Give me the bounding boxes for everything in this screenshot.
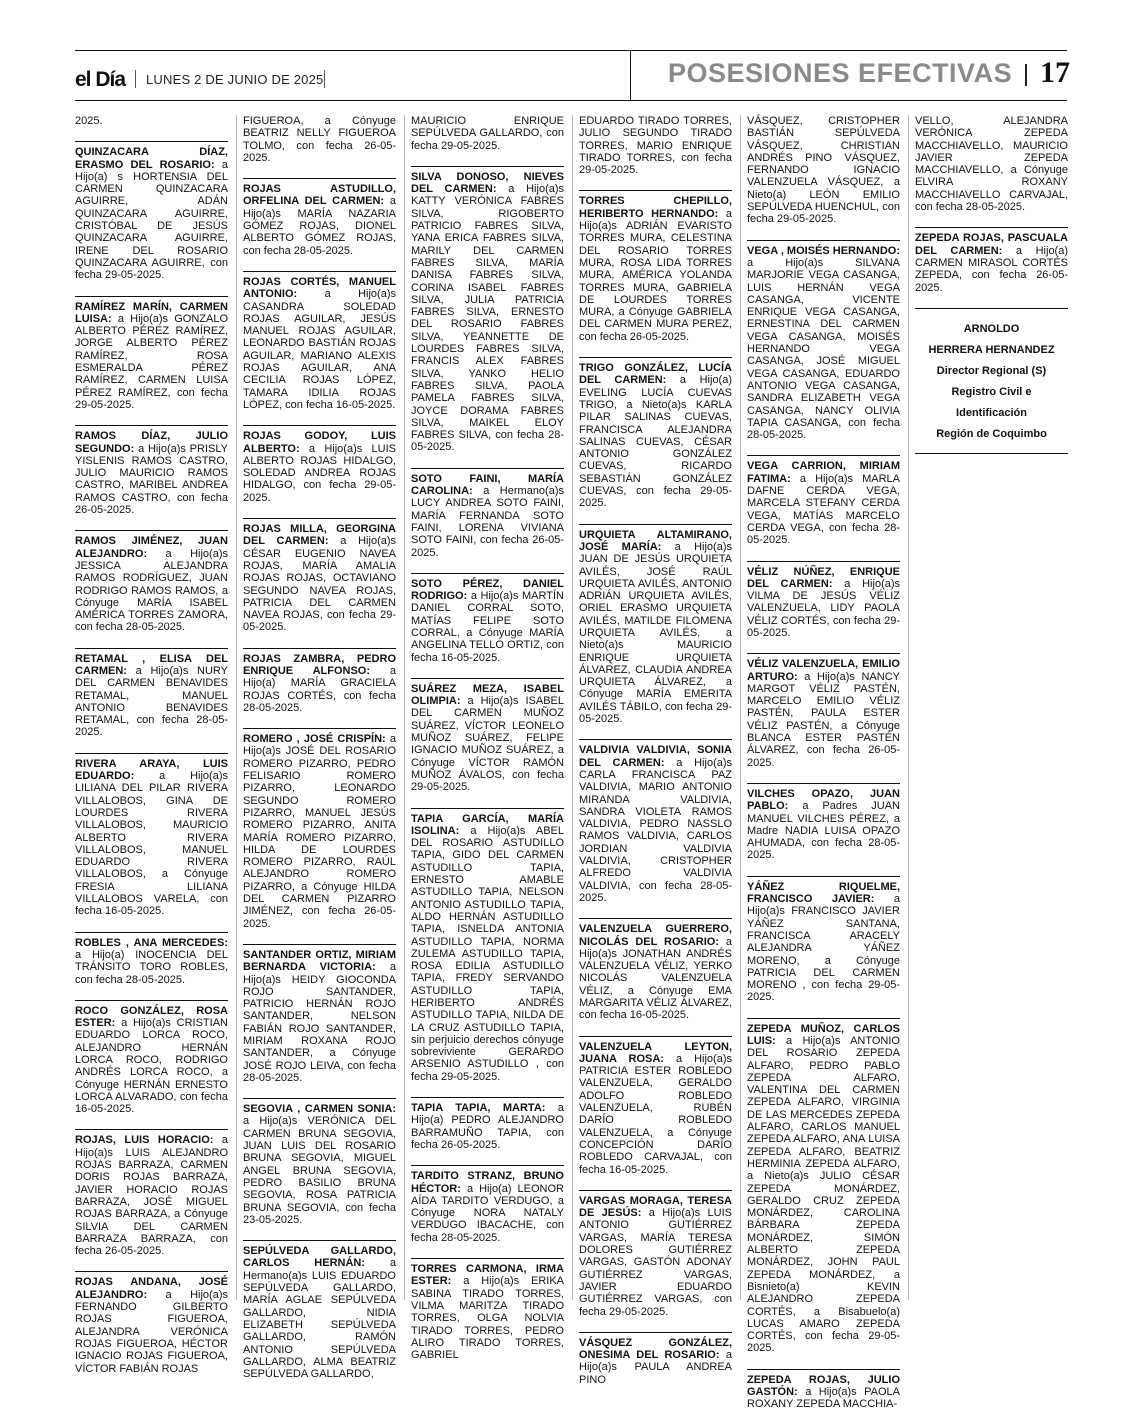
- notice-entry: [75, 115, 228, 127]
- notice-text: a Hijo(a)s LUIS ALBERTO ROJAS HIDALGO, SOLEDAD ANDREA ROJAS HIDALGO, con fecha 29-05-2025.: [243, 442, 396, 504]
- notice-entry: [243, 648, 396, 714]
- signature-line: Registro Civil e Identificación: [951, 385, 1032, 419]
- notice-entry: [579, 524, 732, 726]
- signature-line: HERRERA HERNANDEZ: [928, 343, 1055, 356]
- notice-entry: [579, 115, 732, 176]
- notice-text: a Hijo(a)s PRISLY YISLENIS RAMOS CASTRO, JULIO MAURICIO RAMOS CASTRO, MARIBEL ANDREA RAMOS CASTRO, con fecha 26-05-2025.: [75, 442, 228, 517]
- notice-entry: [243, 425, 396, 504]
- notice-text: a Hijo(a)s LUIS ANTONIO GUTIÉRREZ VARGAS, MARÍA TERESA DOLORES GUTIÉRREZ VARGAS, GASTÓN ADONAY GUTIÉRREZ VARGAS, JAVIER EDUARDO GUTIÉRREZ VARGAS, con fecha 29-05-2025.: [579, 1207, 733, 1318]
- notice-entry: [747, 876, 900, 1004]
- notice-text: a Hijo(a)s MARÍA NAZARIA GÓMEZ ROJAS, DIONEL ALBERTO GÓMEZ ROJAS, con fecha 28-05-2025.: [243, 195, 396, 257]
- column-rule: [908, 115, 909, 1300]
- column-6: [915, 115, 1068, 1300]
- notice-entry: [411, 573, 564, 664]
- notice-entry: [75, 1129, 228, 1257]
- deceased-name: ZEPEDA ROJAS, PASCUALA DEL CARMEN:: [915, 232, 1068, 257]
- notice-entry: [579, 357, 732, 510]
- notice-entry: [411, 1097, 564, 1151]
- deceased-name: SEPÚLVEDA GALLARDO, CARLOS HERNÁN:: [243, 1245, 396, 1270]
- deceased-name: SOTO PÉREZ, DANIEL RODRIGO:: [411, 577, 564, 603]
- deceased-name: ROJAS MILLA, GEORGINA DEL CARMEN:: [243, 523, 396, 548]
- notice-text: a Hijo(a)s ANTONIO DEL ROSARIO ZEPEDA ALFARO, PEDRO PABLO ZEPEDA ALFARO, VALENTINA DEL CARMEN ZEPEDA ALFARO, VIRGINIA DE LAS MERCEDES ZEPEDA ALFARO, CARLOS MANUEL ZEPEDA ALFARO, ANA LUISA ZEPEDA ALFARO, BEATRIZ HERMINIA ZEPEDA ALFARO, a Nieto(a)s JULIO CÉSAR ZEPEDA MONÁRDEZ, GERALDO CRUZ ZEPEDA MONÁRDEZ, CAROLINA BÁRBARA ZEPEDA MONÁRDEZ, SIMÓN ALBERTO ZEPEDA MONÁRDEZ, JOHN PAUL ZEPEDA MONÁRDEZ, a Bisnieto(a) KEVIN ALEJANDRO ZEPEDA CORTÉS, a Bisabuelo(a) LUCAS AMARO ZEPEDA CORTÉS, con fecha 29-05-2025.: [747, 1035, 900, 1355]
- notice-entry: [75, 648, 228, 739]
- notice-text: a Hijo(a)s FRANCISCO JAVIER YÁÑEZ SANTANA, FRANCISCA ARACELY ALEJANDRA YÁÑEZ MORENO, a Cónyuge PATRICIA DEL CARMEN MORENO , con fecha 29-05-2025.: [747, 893, 900, 1004]
- notice-text: a Hijo(a) LEONOR AÍDA TARDITO VERDUGO, a Cónyuge NORA NATALY VERDUGO IBACACHE, con fecha 28-05-2025.: [411, 1182, 564, 1244]
- header-separator: [1025, 64, 1027, 86]
- notice-entry: [75, 141, 228, 281]
- deceased-name: RIVERA ARAYA, LUIS EDUARDO:: [75, 757, 228, 783]
- notice-text: a Hijo(a)s NANCY MARGOT VÉLIZ PASTÉN, MARCELO EMILIO VÉLIZ PASTÉN, PAULA ESTER VÉLIZ PASTÉN, a Cónyuge BLANCA ESTER PASTÉN ÁLVAREZ, con fecha 26-05-2025.: [747, 670, 900, 769]
- column-rule: [236, 115, 237, 1300]
- deceased-name: VEGA , MOISÉS HERNANDO:: [747, 244, 900, 257]
- notice-text: a Hijo(a)s PAOLA ROXANY ZEPEDA MACCHIA-: [747, 1386, 900, 1411]
- notice-entry: [579, 918, 732, 1021]
- notice-text: a Hijo(a) EVELING LUCÍA CUEVAS TRIGO, a Nieto(a)s KARLA PILAR SALINAS CUEVAS, FRANCISCA ALEJANDRA SALINAS CUEVAS, CÉSAR ANTONIO GONZÁLEZ CUEVAS, RICARDO SEBASTIÁN GONZÁLEZ CUEVAS, con fecha 29-05-2025.: [579, 374, 733, 510]
- notice-text: a Hermano(a)s LUIS EDUARDO SEPÚLVEDA GALLARDO, MARÍA AGLAE SEPÚLVEDA GALLARDO, NIDIA ELIZABETH SEPÚLVEDA GALLARDO, RAMÓN ANTONIO SEPÚLVEDA GALLARDO, ALMA BEATRIZ SEPÚLVEDA GALLARDO,: [243, 1257, 396, 1381]
- deceased-name: TAPIA GARCÍA, MARÍA ISOLINA:: [411, 812, 564, 837]
- page-number: 17: [1040, 56, 1070, 89]
- notice-entry: [747, 455, 900, 546]
- notice-columns: [75, 115, 1069, 1411]
- deceased-name: TARDITO STRANZ, BRUNO HÉCTOR:: [411, 1170, 564, 1195]
- notice-entry: [411, 468, 564, 559]
- notice-entry: [243, 728, 396, 930]
- notice-entry: [243, 178, 396, 257]
- notice-text: a Hijo(a)s JOSÉ DEL ROSARIO ROMERO PIZARRO, PEDRO FELISARIO ROMERO PIZARRO, LEONARDO SEGUNDO ROMERO PIZARRO, MANUEL JESÚS ROMERO PIZARRO, ANITA MARÍA ROMERO PIZARRO, HILDA DE LOURDES ROMERO PIZARRO, RAÚL ALEJANDRO ROMERO PIZARRO, a Cónyuge HILDA DEL CARMEN PIZARRO JIMÉNEZ, con fecha 26-05-2025.: [243, 733, 396, 930]
- notice-entry: [75, 425, 228, 516]
- newspaper-logo: el Día: [75, 68, 126, 91]
- deceased-name: TORRES CARMONA, IRMA ESTER:: [411, 1263, 564, 1288]
- notice-entry: [411, 678, 564, 794]
- deceased-name: VALDIVIA VALDIVIA, SONIA DEL CARMEN:: [579, 744, 732, 769]
- notice-entry: [75, 753, 228, 918]
- deceased-name: VALENZUELA GUERRERO, NICOLÁS DEL ROSARIO:: [579, 923, 732, 948]
- deceased-name: ROJAS CORTÉS, MANUEL ANTONIO:: [243, 275, 396, 301]
- deceased-name: YÁÑEZ RIQUELME, FRANCISCO JAVIER:: [747, 880, 900, 906]
- notice-entry: [579, 739, 732, 904]
- deceased-name: ROJAS GODOY, LUIS ALBERTO:: [243, 430, 396, 455]
- notice-text: a Hijo(a)s CARLA FRANCISCA PAZ VALDIVIA, MARIO ANTONIO MIRANDA VALDIVIA, SANDRA VIOLETA RAMOS VALDIVIA, PEDRO NASSLO RAMOS VALDIVIA, CARLOS JORDIAN VALDIVIA VALDIVIA, CRISTOPHER ALFREDO VALDIVIA VALDIVIA, con fecha 28-05-2025.: [579, 756, 733, 904]
- notice-text: a Hijo(a)s ISABEL DEL CARMEN MUÑOZ SUÁREZ, VÍCTOR LEONELO MUÑOZ SUÁREZ, FELIPE IGNACIO MUÑOZ SUÁREZ, a Cónyuge VÍCTOR RAMÓN MUÑOZ ÁVALOS, con fecha 29-05-2025.: [411, 695, 564, 794]
- notice-text: a Hijo(a)s SILVANA MARJORIE VEGA CASANGA, LUIS HERNÁN VEGA CASANGA, VICENTE ENRIQUE VEGA CASANGA, ERNESTINA DEL CARMEN VEGA CASANGA, MOISÉS HERNANDO VEGA CASANGA, JOSÉ MIGUEL VEGA CASANGA, EDUARDO ANTONIO VEGA CASANGA, SANDRA ELIZABETH VEGA CASANGA, NANCY OLIVIA TAPIA CASANGA, con fecha 28-05-2025.: [747, 256, 900, 442]
- deceased-name: VÉLIZ VALENZUELA, EMILIO ARTURO:: [747, 658, 900, 683]
- notice-text: a Hijo(a)s JESSICA ALEJANDRA RAMOS RODRÍGUEZ, JUAN RODRIGO RAMOS RAMOS, a Cónyuge MARÍA ISABEL AMÉRICA TORRES ZAMORA, con fecha 28-05-2025.: [75, 547, 228, 634]
- deceased-name: SUÁREZ MEZA, ISABEL OLIMPIA:: [411, 682, 564, 708]
- deceased-name: SEGOVIA , CARMEN SONIA:: [243, 1103, 396, 1116]
- notice-text: a Hijo(a)s CÉSAR EUGENIO NAVEA ROJAS, MARÍA AMALIA ROJAS ROJAS, OCTAVIANO SEGUNDO NAVEA ROJAS, PATRICIA DEL CARMEN NAVEA ROJAS, con fecha 29-05-2025.: [243, 535, 397, 634]
- notice-text: a Hijo(a) INOCENCIA DEL TRÁNSITO TORO ROBLES, con fecha 28-05-2025.: [75, 948, 228, 986]
- deceased-name: SANTANDER ORTIZ, MIRIAM BERNARDA VICTORIA:: [243, 948, 396, 974]
- deceased-name: ROCO GONZÁLEZ, ROSA ESTER:: [75, 1004, 228, 1030]
- notice-text: a Hijo(a) s HORTENSIA DEL CARMEN QUINZACARA AGUIRRE, ADÁN QUINZACARA AGUIRRE, CRISTÓBAL DE JESÚS QUINZACARA AGUIRRE, IRENE DEL ROSARIO QUINZACARA AGUIRRE, con fecha 29-05-2025.: [75, 158, 228, 282]
- deceased-name: SILVA DONOSO, NIEVES DEL CARMEN:: [411, 170, 564, 196]
- deceased-name: VÉLIZ NÚÑEZ, ENRIQUE DEL CARMEN:: [747, 565, 900, 590]
- deceased-name: ROJAS ANDANA, JOSÉ ALEJANDRO:: [75, 1276, 228, 1301]
- column-3: [411, 115, 565, 1362]
- header-separator: [324, 70, 325, 88]
- column-4: [579, 115, 733, 1386]
- notice-text: VÁSQUEZ, CRISTOPHER BASTIÁN SEPÚLVEDA VÁSQUEZ, CHRISTIAN ANDRÉS PINO VÁSQUEZ, FERNANDO IGNACIO VALENZUELA VÁSQUEZ, a Nieto(a) LEÓN EMILIO SEPÚLVEDA HUENCHUL, con fecha 29-05-2025.: [747, 115, 900, 226]
- notice-text: a Hijo(a)s NURY DEL CARMEN BENAVIDES RETAMAL, MANUEL ANTONIO BENAVIDES RETAMAL, con fecha 28-05-2025.: [75, 664, 228, 739]
- notice-text: a Hijo(a)s ADRIÁN EVARISTO TORRES MURA, CELESTINA DEL ROSARIO TORRES MURA, ROSA LIDA TORRES MURA, AMÉRICA YOLANDA TORRES MURA, GABRIELA DE LOURDES TORRES MURA, a Cónyuge GABRIELA DEL CARMEN MURA PEREZ, con fecha 26-05-2025.: [579, 207, 732, 343]
- deceased-name: RAMOS DÍAZ, JULIO SEGUNDO:: [75, 430, 228, 455]
- notice-entry: [75, 1000, 228, 1116]
- notice-text: MAURICIO ENRIQUE SEPÚLVEDA GALLARDO, con fecha 29-05-2025.: [411, 115, 564, 152]
- notice-entry: [75, 530, 228, 633]
- notice-text: a Hermano(a)s LUCY ANDREA SOTO FAINI, MARÍA FERNANDA SOTO FAINI, LORENA VIVIANA SOTO FAINI, con fecha 26-05-2025.: [411, 485, 564, 559]
- deceased-name: ROJAS, LUIS HORACIO:: [75, 1134, 214, 1147]
- deceased-name: URQUIETA ALTAMIRANO, JOSÉ MARÍA:: [579, 528, 732, 553]
- notice-text: a Hijo(a)s ERIKA SABINA TIRADO TORRES, VILMA MARITZA TIRADO TORRES, OLGA NOLVIA TIRADO TORRES, PEDRO ALIRO TIRADO TORRES, GABRIEL: [411, 1275, 564, 1362]
- notice-entry: [915, 227, 1068, 293]
- notice-text: a Hijo(a) MARÍA GRACIELA ROJAS CORTÉS, con fecha 28-05-2025.: [243, 664, 396, 714]
- notice-text: 2025.: [75, 115, 103, 127]
- column-2: [243, 115, 397, 1381]
- deceased-name: ZEPEDA ROJAS, JULIO GASTÓN:: [747, 1373, 900, 1399]
- notice-entry: [243, 271, 396, 411]
- notice-entry: [915, 115, 1068, 213]
- notice-entry: [75, 1271, 228, 1374]
- signature-line: Región de Coquimbo: [936, 427, 1047, 440]
- notice-text: a Hijo(a)s PATRICIA ESTER ROBLEDO VALENZUELA, GERALDO ADOLFO ROBLEDO VALENZUELA, RUBÉN DARÍO ROBLEDO VALENZUELA, a Cónyuge CONCEPCIÓN DARÍO ROBLEDO CARVAJAL, con fecha 16-05-2025.: [579, 1052, 732, 1176]
- notice-entry: [747, 1369, 900, 1411]
- column-1: [75, 115, 228, 1375]
- notice-entry: [411, 166, 564, 454]
- deceased-name: QUINZACARA DÍAZ, ERASMO DEL ROSARIO:: [75, 146, 228, 171]
- notice-text: a Hijo(a)s JUAN DE JESÚS URQUIETA AVILÉS, JOSÉ RAÚL URQUIETA AVILÉS, ANTONIO ADRIÁN URQUIETA AVILÉS, ORIEL ERASMO URQUIETA AVILÉS, MATILDE FILOMENA URQUIETA AVILÉS, a Nieto(a)s MAURICIO ENRIQUE URQUIETA ÁLVAREZ, CLAUDIA ANDREA URQUIETA ÁLVAREZ, a Cónyuge MARÍA EMERITA AVILÉS TÁBILO, con fecha 29-05-2025.: [579, 540, 732, 726]
- deceased-name: RETAMAL , ELISA DEL CARMEN:: [75, 652, 228, 677]
- notice-entry: [747, 561, 900, 640]
- deceased-name: ROMERO , JOSÉ CRISPÍN:: [243, 733, 386, 746]
- notice-entry: [243, 518, 396, 634]
- column-rule: [740, 115, 741, 1300]
- column-rule: [404, 115, 405, 1300]
- deceased-name: RAMOS JIMÉNEZ, JUAN ALEJANDRO:: [75, 535, 228, 560]
- notice-text: a Hijo(a)s JONATHAN ANDRÉS VALENZUELA VÉLIZ, YERKO NICOLÁS VALENZUELA VÉLIZ, a Cónyuge EMA MARGARITA VÉLIZ ÁLVAREZ, con fecha 16-05-2025.: [579, 935, 732, 1022]
- notice-entry: [747, 783, 900, 862]
- publication-date: LUNES 2 DE JUNIO DE 2025: [146, 72, 324, 87]
- notice-text: a Hijo(a)s MARLA DAFNE CERDA VEGA, MARCELA STEFANY CERDA VEGA, MATÍAS MARCELO CERDA VEGA, con fecha 28-05-2025.: [747, 472, 900, 547]
- signature-block: [915, 308, 1068, 454]
- deceased-name: VALENZUELA LEYTON, JUANA ROSA:: [579, 1040, 732, 1065]
- notice-entry: [747, 1018, 900, 1355]
- notice-text: a Hijo(a)s FERNANDO GILBERTO ROJAS FIGUEROA, ALEJANDRA VERÓNICA ROJAS FIGUEROA, HÉCTOR IGNACIO ROJAS FIGUEROA, VÍCTOR FABIÁN ROJAS: [75, 1288, 228, 1375]
- deceased-name: ROJAS ZAMBRA, PEDRO ENRIQUE ALFONSO:: [243, 652, 396, 677]
- signature-line: Director Regional (S): [936, 364, 1047, 377]
- notice-entry: [747, 653, 900, 769]
- header-separator: [135, 70, 136, 88]
- deceased-name: TORRES CHEPILLO, HERIBERTO HERNANDO:: [579, 195, 732, 220]
- section-title: POSESIONES EFECTIVAS: [668, 58, 1013, 88]
- header-bottom-rule: [75, 100, 1067, 101]
- notice-entry: [579, 1190, 732, 1318]
- header-top-rule: [75, 50, 1067, 51]
- notice-text: a Hijo(a)s VILMA DE JESÚS VÉLIZ VALENZUELA, LIDY PAOLA VÉLIZ CORTÉS, con fecha 29-05-2025.: [747, 577, 901, 639]
- deceased-name: TAPIA TAPIA, MARTA:: [411, 1102, 546, 1115]
- deceased-name: VÁSQUEZ GONZÁLEZ, ONESIMA DEL ROSARIO:: [579, 1336, 732, 1362]
- deceased-name: VARGAS MORAGA, TERESA DE JESÚS:: [579, 1194, 732, 1220]
- notice-text: a Hijo(a)s KATTY VERÓNICA FABRES SILVA, RIGOBERTO PATRICIO FABRES SILVA, YANA ERICA FABRES SILVA, MARILY DEL CARMEN FABRES SILVA, MARÍA DANISA FABRES SILVA, CORINA ISABEL FABRES SILVA, JULIA PATRICIA FABRES SILVA, ERNESTO DEL ROSARIO FABRES SILVA, YEANNETTE DE LOURDES FABRES SILVA, FRANCIS ALEX FABRES SILVA, YANKO HELIO FABRES SILVA, PAOLA PAMELA FABRES SILVA, JOYCE DORAMA FABRES SILVA, MAIKEL ELOY FABRES SILVA, con fecha 28-05-2025.: [411, 183, 565, 454]
- notice-text: a Hijo(a)s GONZALO ALBERTO PÉREZ RAMÍREZ, JORGE ALBERTO PÉREZ RAMÍREZ, ROSA ESMERALDA PÉREZ RAMÍREZ, CARMEN LUISA PÉREZ RAMÍREZ, con fecha 29-05-2025.: [75, 312, 228, 411]
- notice-text: a Hijo(a)s MARTÍN DANIEL CORRAL SOTO, MATÍAS FELIPE SOTO CORRAL, a Cónyuge MARÍA ANGELINA TELLO ORTIZ, con fecha 16-05-2025.: [411, 590, 564, 664]
- deceased-name: TRIGO GONZÁLEZ, LUCÍA DEL CARMEN:: [579, 362, 732, 387]
- deceased-name: RAMÍREZ MARÍN, CARMEN LUISA:: [75, 300, 228, 325]
- notice-entry: [579, 1036, 732, 1176]
- notice-text: a Hijo(a)s VERÓNICA DEL CARMEN BRUNA SEGOVIA, JUAN LUIS DEL ROSARIO BRUNA SEGOVIA, MIGUEL ANGEL BRUNA SEGOVIA, PEDRO BASILIO BRUNA SEGOVIA, ROSA PATRICIA BRUNA SEGOVIA, con fecha 23-05-2025.: [243, 1115, 396, 1226]
- notice-entry: [411, 808, 564, 1084]
- notice-text: a Hijo(a) PEDRO ALEJANDRO BARRAMUÑO TAPIA, con fecha 26-05-2025.: [411, 1102, 564, 1151]
- column-5: [747, 115, 901, 1411]
- signature-line: ARNOLDO: [963, 322, 1020, 335]
- notice-text: a Hijo(a)s LILIANA DEL PILAR RIVERA VILLALOBOS, GINA DE LOURDES RIVERA VILLALOBOS, MAURICIO ALBERTO RIVERA VILLALOBOS, MANUEL EDUARDO RIVERA VILLALOBOS, a Cónyuge FRESIA LILIANA VILLALOBOS VARELA, con fecha 16-05-2025.: [75, 770, 228, 918]
- notice-entry: [75, 296, 228, 412]
- notice-text: a Hijo(a)s HEIDY GIOCONDA ROJO SANTANDER, PATRICIO HERNÁN ROJO SANTANDER, NELSON FABIÁN ROJO SANTANDER, MIRIAM ROXANA ROJO SANTANDER, a Cónyuge JOSÉ ROJO LEIVA, con fecha 28-05-2025.: [243, 961, 396, 1084]
- notice-text: EDUARDO TIRADO TORRES, JULIO SEGUNDO TIRADO TORRES, MARIO ENRIQUE TIRADO TORRES, con fecha 29-05-2025.: [579, 115, 732, 177]
- notice-text: a Hijo(a)s CASANDRA SOLEDAD ROJAS AGUILAR, JESÚS MANUEL ROJAS AGUILAR, LEONARDO BASTIÁN ROJAS AGUILAR, MARIANO ALEXIS ROJAS AGUILAR, ANA CECILIA ROJAS LÓPEZ, TAMARA IDILIA ROJAS LÓPEZ, con fecha 16-05-2025.: [243, 288, 396, 411]
- notice-entry: [411, 1165, 564, 1244]
- notice-entry: [579, 190, 732, 343]
- notice-entry: [747, 115, 900, 226]
- notice-text: a Hijo(a)s PAULA ANDREA PINO: [579, 1349, 732, 1386]
- notice-entry: [243, 1098, 396, 1226]
- deceased-name: VEGA CARRION, MIRIAM FATIMA:: [747, 460, 900, 485]
- notice-entry: [411, 1258, 564, 1361]
- notice-entry: [243, 115, 396, 164]
- deceased-name: ROJAS ASTUDILLO, ORFELINA DEL CARMEN:: [243, 183, 396, 208]
- deceased-name: VILCHES OPAZO, JUAN PABLO:: [747, 787, 900, 813]
- deceased-name: ROBLES , ANA MERCEDES:: [75, 936, 228, 949]
- notice-entry: [411, 115, 564, 152]
- notice-text: a Padres JUAN MANUEL VILCHES PÉREZ, a Madre NADIA LUISA OPAZO AHUMADA, con fecha 28-05-2025.: [747, 800, 900, 862]
- notice-entry: [243, 944, 396, 1084]
- notice-text: a Hijo(a)s CRISTIAN EDUARDO LORCA ROCO, ALEJANDRO HERNÁN LORCA ROCO, RODRIGO ANDRÉS LORCA ROCO, a Cónyuge HERNÁN ERNESTO LORCA ALVARADO, con fecha 16-05-2025.: [75, 1017, 228, 1116]
- notice-entry: [747, 240, 900, 442]
- notice-entry: [579, 1332, 732, 1386]
- header-divider: [630, 51, 631, 100]
- notice-text: a Hijo(a) CARMEN MIRASOL CORTÉS ZEPEDA, con fecha 26-05-2025.: [915, 244, 1069, 294]
- deceased-name: SOTO FAINI, MARÍA CAROLINA:: [411, 472, 564, 498]
- notice-entry: [243, 1240, 396, 1380]
- notice-text: a Hijo(a)s ABEL DEL ROSARIO ASTUDILLO TAPIA, GIDO DEL CARMEN ASTUDILLO TAPIA, ERNESTO AMABLE ASTUDILLO TAPIA, NELSON ANTONIO ASTUDILLO TAPIA, ALDO HERNÁN ASTUDILLO TAPIA, ISNELDA ANTONIA ASTUDILLO TAPIA, NORMA ZULEMA ASTUDILLO TAPIA, ROSA EDILIA ASTUDILLO TAPIA, FREDY SERVANDO ASTUDILLO TAPIA, HERIBERTO ANDRÉS ASTUDILLO TAPIA, NILDA DE LA CRUZ ASTUDILLO TAPIA, sin perjuicio derechos cónyuge sobreviviente GERARDO ARSENIO ASTUDILLO , con fecha 29-05-2025.: [411, 824, 564, 1083]
- column-rule: [572, 115, 573, 1300]
- notice-text: VELLO, ALEJANDRA VERÓNICA ZEPEDA MACCHIAVELLO, MAURICIO JAVIER ZEPEDA MACCHIAVELLO, a Cónyuge ELVIRA ROXANY MACCHIAVELLO CARVAJAL, con fecha 28-05-2025.: [915, 115, 1068, 214]
- notice-text: a Hijo(a)s LUIS ALEJANDRO ROJAS BARRAZA, CARMEN DORIS ROJAS BARRAZA, JAVIER HORACIO ROJAS BARRAZA, JOSÉ MIGUEL ROJAS BARRAZA, a Cónyuge SILVIA DEL CARMEN BARRAZA BARRAZA, con fecha 26-05-2025.: [75, 1134, 228, 1258]
- notice-entry: [75, 932, 228, 986]
- deceased-name: ZEPEDA MUÑOZ, CARLOS LUIS:: [747, 1022, 900, 1047]
- notice-text: FIGUEROA, a Cónyuge BEATRIZ NELLY FIGUEROA TOLMO, con fecha 26-05-2025.: [243, 115, 396, 164]
